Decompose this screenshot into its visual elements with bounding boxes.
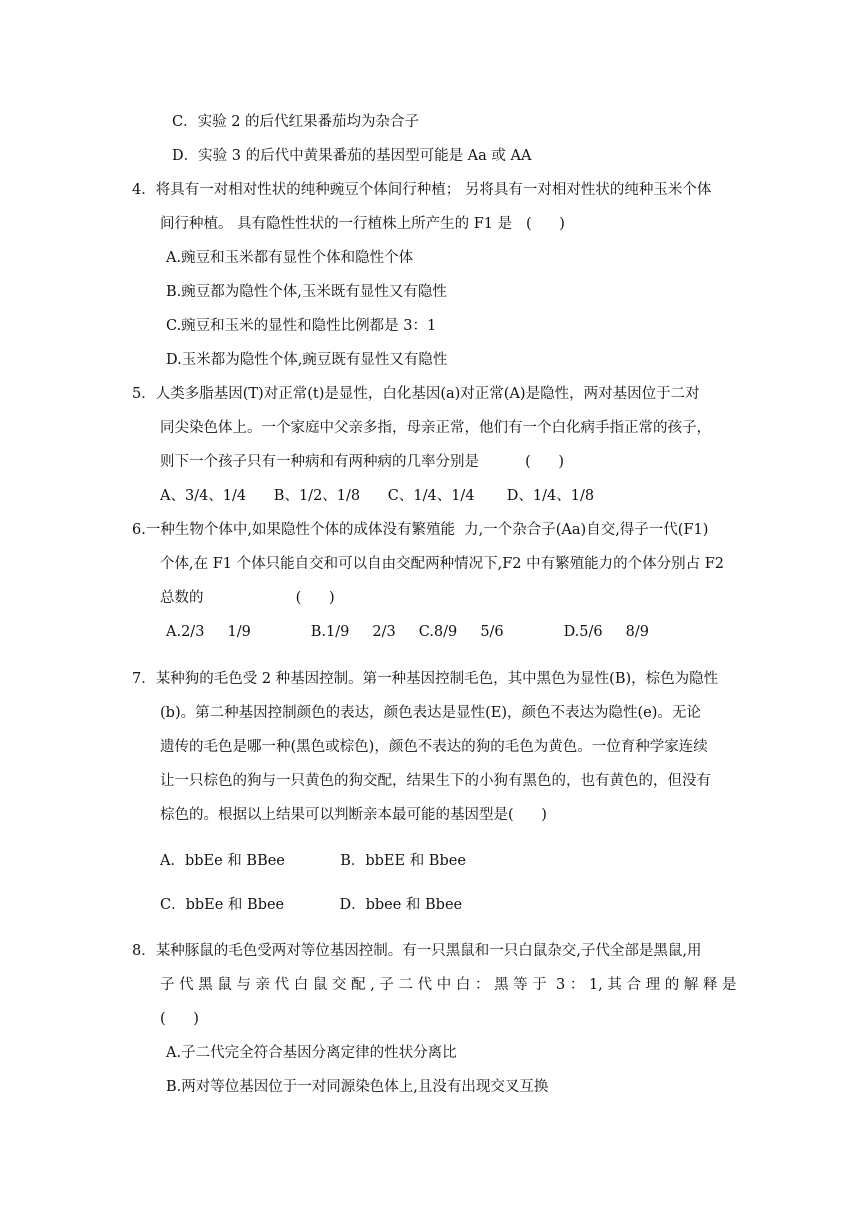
question-4-line-2: 间行种植。 具有隐性性状的一行植株上所产生的 F1 是 ( ) (160, 216, 565, 232)
options-7-ab: A．bbEe 和 BBee B．bbEE 和 Bbee (160, 853, 466, 869)
question-6-line-3: 总数的 ( ) (160, 590, 335, 606)
question-7-line-4: 让一只棕色的狗与一只黄色的狗交配，结果生下的小狗有黑色的，也有黄色的，但没有 (160, 773, 711, 789)
question-5-line-1: 5．人类多脂基因(T)对正常(t)是显性，白化基因(a)对正常(A)是隐性，两对基因位于二对 (132, 386, 700, 402)
question-5-line-3: 则下一个孩子只有一种病和有两种病的几率分别是 ( ) (160, 454, 565, 470)
question-7-line-3: 遗传的毛色是哪一种(黑色或棕色)，颜色不表达的狗的毛色为黄色。一位育种学家连续 (160, 739, 708, 755)
option-4c: C.豌豆和玉米的显性和隐性比例都是 3：1 (166, 318, 437, 334)
question-4-line-1: 4．将具有一对相对性状的纯种豌豆个体间行种植； 另将具有一对相对性状的纯种玉米个体 (132, 182, 712, 198)
options-7-cd: C．bbEe 和 Bbee D．bbee 和 Bbee (160, 897, 463, 913)
question-6-line-2: 个体,在 F1 个体只能自交和可以自由交配两种情况下,F2 中有繁殖能力的个体分别占 F2 (160, 556, 725, 572)
question-8-line-2: 子 代 黑 鼠 与 亲 代 白 鼠 交 配 , 子 二 代 中 白 ： 黑 等 于 3 ： 1, 其 合 理 的 解 释 是 (160, 977, 737, 993)
question-7-line-1: 7．某种狗的毛色受 2 种基因控制。第一种基因控制毛色，其中黑色为显性(B)，棕色为隐性 (132, 671, 719, 687)
option-8a: A.子二代完全符合基因分离定律的性状分离比 (166, 1045, 457, 1061)
question-7-line-5: 棕色的。根据以上结果可以判断亲本最可能的基因型是( ) (160, 807, 547, 823)
option-4a: A.豌豆和玉米都有显性个体和隐性个体 (166, 250, 414, 266)
question-8-line-1: 8．某种豚鼠的毛色受两对等位基因控制。有一只黑鼠和一只白鼠杂交,子代全部是黑鼠,用 (132, 943, 702, 959)
option-4b: B.豌豆都为隐性个体,玉米既有显性又有隐性 (166, 284, 447, 300)
option-8b: B.两对等位基因位于一对同源染色体上,且没有出现交叉互换 (166, 1079, 549, 1095)
option-3d: D．实验 3 的后代中黄果番茄的基因型可能是 Aa 或 AA (172, 148, 532, 164)
question-6-line-1: 6.一种生物个体中,如果隐性个体的成体没有繁殖能 力,一个杂合子(Aa)自交,得子一代(F1) (132, 522, 709, 538)
question-5-line-2: 同尖染色体上。一个家庭中父亲多指，母亲正常，他们有一个白化病手指正常的孩子， (160, 420, 711, 436)
option-3c: C．实验 2 的后代红果番茄均为杂合子 (172, 114, 420, 130)
options-5: A、3/4、1/4 B、1/2、1/8 C、1/4、1/4 D、1/4、1/8 (160, 488, 595, 504)
question-8-line-3: ( ) (160, 1011, 199, 1027)
options-6: A.2/3 1/9 B.1/9 2/3 C.8/9 5/6 D.5/6 8/9 (166, 624, 650, 640)
option-4d: D.玉米都为隐性个体,豌豆既有显性又有隐性 (166, 352, 448, 368)
question-7-line-2: (b)。第二种基因控制颜色的表达，颜色表达是显性(E)，颜色不表达为隐性(e)。无论 (160, 705, 701, 721)
